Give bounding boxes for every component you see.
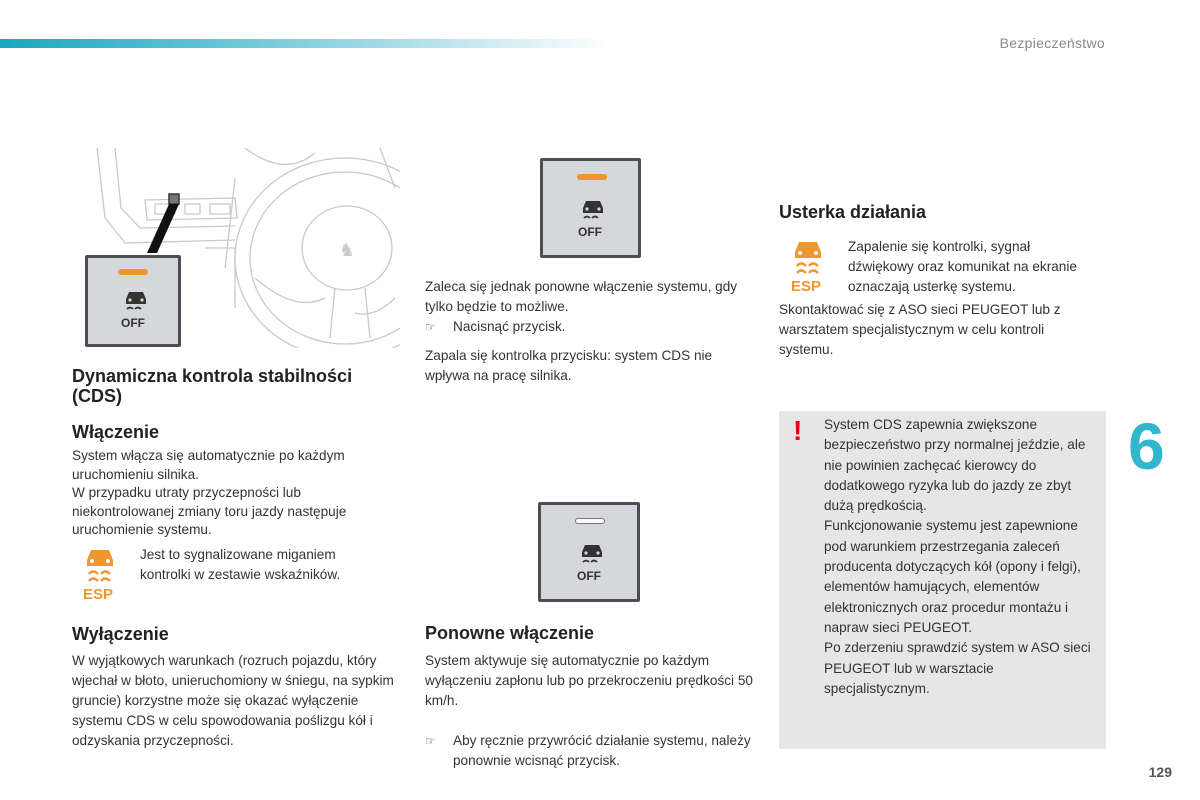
car-skid-off-icon	[578, 199, 608, 221]
heading-activation: Włączenie	[72, 422, 160, 442]
header-accent-bar	[0, 39, 610, 48]
car-skid-off-icon	[121, 290, 151, 312]
button-led-off	[575, 518, 605, 524]
esp-label: ESP	[83, 586, 114, 603]
activation-indicator-text: Jest to sygnalizowane miganiem kontrolki w zestawie wskaźników.	[140, 547, 341, 582]
heading-reactivation: Ponowne włączenie	[425, 623, 595, 643]
cds-button-unlit	[538, 502, 640, 602]
section-title: Bezpieczeństwo	[999, 35, 1105, 51]
deactivation-text: W wyjątkowych warunkach (rozruch pojazdu, który wjechał w błoto, unieruchomiony w śniegu, na sypkim gruncie) korzystne może się okazać wyłączenie systemu CDS w celu spowodowania poślizgu kół i odzyskania przyczepności.	[72, 653, 394, 748]
button-off-label: OFF	[121, 316, 145, 330]
cds-off-button-lit	[540, 158, 641, 258]
malfunction-contact-text: Skontaktować się z ASO sieci PEUGEOT lub z warsztatem specjalistycznym w celu kontroli systemu.	[779, 302, 1061, 357]
car-skid-off-icon	[577, 543, 607, 565]
reactivation-advice-text: Zaleca się jednak ponowne włączenie systemu, gdy tylko będzie to możliwe.	[425, 279, 738, 314]
activation-text: System włącza się automatycznie po każdym uruchomieniu silnika. W przypadku utraty przyczepności lub niekontrolowanej zmiany toru jazdy następuje uruchomienie systemu.	[72, 448, 347, 537]
exclamation-icon: !	[793, 415, 803, 446]
page-number: 129	[1148, 764, 1172, 780]
section-heading-cds: Dynamiczna kontrola stabilności (CDS)	[72, 366, 353, 406]
warning-text: System CDS zapewnia zwiększone bezpieczeństwo przy normalnej jeździe, ale nie powinien zachęcać kierowcy do dodatkowego ryzyka lub do jazdy ze zbyt dużą prędkością. Funkcjonowanie systemu jest zapewnione pod warunkiem przestrzegania zaleceń producenta dotyczących kół (opony i felgi), elementów hamujących, elementów elektronicznych oraz procedur montażu i napraw sieci PEUGEOT. Po zderzeniu sprawdzić system w ASO sieci PEUGEOT lub w warsztacie specjalistycznym.	[824, 417, 1091, 696]
button-off-label: OFF	[578, 225, 602, 239]
chapter-number: 6	[1128, 409, 1165, 483]
heading-deactivation: Wyłączenie	[72, 624, 169, 644]
manual-reactivation-step: ☞ Aby ręcznie przywrócić działanie systemu, należy ponownie wcisnąć przycisk.	[425, 731, 783, 771]
esp-label: ESP	[791, 278, 822, 295]
button-led-on	[577, 174, 607, 180]
cds-off-button-illustration	[85, 255, 181, 347]
press-button-step: ☞ Nacisnąć przycisk.	[425, 317, 753, 337]
heading-malfunction: Usterka działania	[779, 202, 927, 222]
button-led-on	[118, 269, 148, 275]
malfunction-indicator-text: Zapalenie się kontrolki, sygnał dźwiękowy oraz komunikat na ekranie oznaczają usterkę systemu.	[848, 239, 1077, 294]
reactivation-text: System aktywuje się automatycznie po każdym wyłączeniu zapłonu lub po przekroczeniu prędkości 50 km/h.	[425, 653, 753, 708]
button-led-text: Zapala się kontrolka przycisku: system CDS nie wpływa na pracę silnika.	[425, 348, 713, 383]
button-off-label: OFF	[577, 569, 601, 583]
svg-text:♞: ♞	[338, 240, 356, 261]
